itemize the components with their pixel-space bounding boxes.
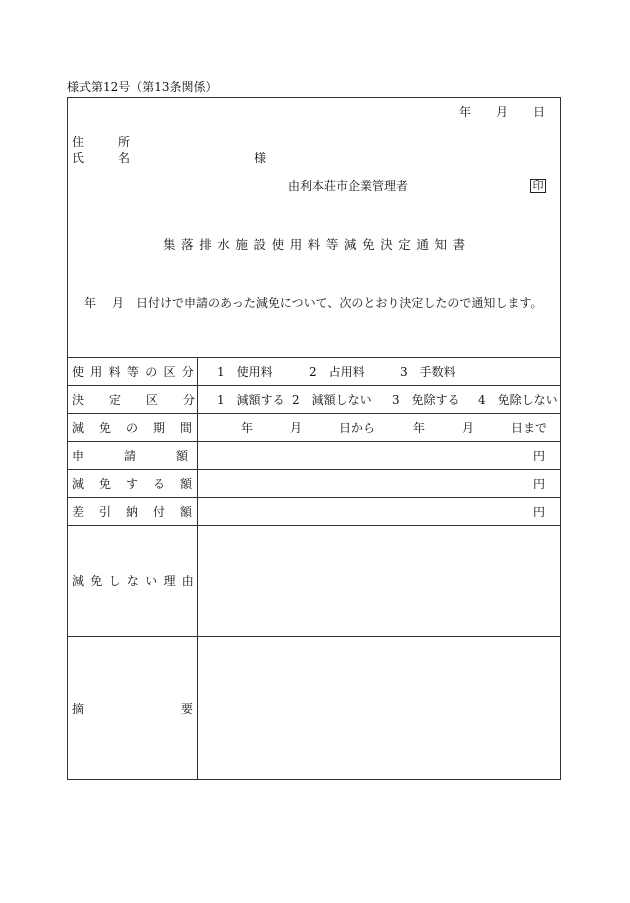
label-category: 使用料等の区分 bbox=[72, 365, 201, 379]
period-day-from: 日から bbox=[339, 421, 376, 435]
row-line bbox=[67, 636, 561, 637]
name-label-1: 氏 bbox=[72, 151, 85, 165]
form-frame bbox=[67, 97, 561, 780]
period-month-from: 月 bbox=[290, 421, 303, 435]
label-remarks-2: 要 bbox=[181, 702, 194, 716]
row-line bbox=[67, 441, 561, 442]
date-year-label: 年 bbox=[459, 105, 472, 119]
period-day-to: 日まで bbox=[511, 421, 548, 435]
period-year-from: 年 bbox=[241, 421, 254, 435]
row-line bbox=[67, 385, 561, 386]
label-remarks-1: 摘 bbox=[72, 702, 85, 716]
decision-option-1: 1 減額する bbox=[217, 393, 285, 407]
row-line bbox=[67, 413, 561, 414]
decision-option-3: 3 免除する bbox=[392, 393, 460, 407]
table-top-line bbox=[67, 357, 561, 358]
net-amount-unit: 円 bbox=[533, 505, 546, 519]
reduction-amount-unit: 円 bbox=[533, 477, 546, 491]
body-sentence: 日付けで申請のあった減免について、次のとおり決定したので通知します。 bbox=[136, 296, 543, 310]
date-day-label: 日 bbox=[533, 105, 546, 119]
honorific: 様 bbox=[254, 151, 267, 165]
decision-option-2: 2 減額しない bbox=[292, 393, 372, 407]
label-decision bbox=[72, 393, 221, 407]
period-year-to: 年 bbox=[413, 421, 426, 435]
row-line bbox=[67, 497, 561, 498]
category-option-2: 2 占用料 bbox=[309, 365, 365, 379]
period-month-to: 月 bbox=[462, 421, 475, 435]
label-decision-text: 決定区分 bbox=[72, 393, 221, 407]
label-reduction-amount: 減免する額 bbox=[72, 477, 208, 491]
label-reason: 減免しない理由 bbox=[72, 574, 201, 588]
label-net-amount: 差引納付額 bbox=[72, 505, 208, 519]
issuer-name: 由利本荘市企業管理者 bbox=[288, 179, 409, 193]
application-amount-unit: 円 bbox=[533, 449, 546, 463]
address-label-1: 住 bbox=[72, 135, 85, 149]
body-month: 月 bbox=[112, 296, 125, 310]
date-month-label: 月 bbox=[496, 105, 509, 119]
name-label-2: 名 bbox=[118, 151, 131, 165]
category-option-3: 3 手数料 bbox=[400, 365, 456, 379]
category-option-1: 1 使用料 bbox=[217, 365, 273, 379]
row-line bbox=[67, 525, 561, 526]
row-line bbox=[67, 469, 561, 470]
decision-option-4: 4 免除しない bbox=[478, 393, 558, 407]
seal-mark: 印 bbox=[530, 179, 546, 193]
label-period: 減免の期間 bbox=[72, 421, 208, 435]
label-application-amount: 申請額 bbox=[72, 449, 229, 463]
address-label-2: 所 bbox=[118, 135, 131, 149]
body-year: 年 bbox=[84, 296, 97, 310]
document-title: 集落排水施設使用料等減免決定通知書 bbox=[163, 237, 471, 252]
form-number: 様式第12号（第13条関係） bbox=[67, 80, 218, 94]
